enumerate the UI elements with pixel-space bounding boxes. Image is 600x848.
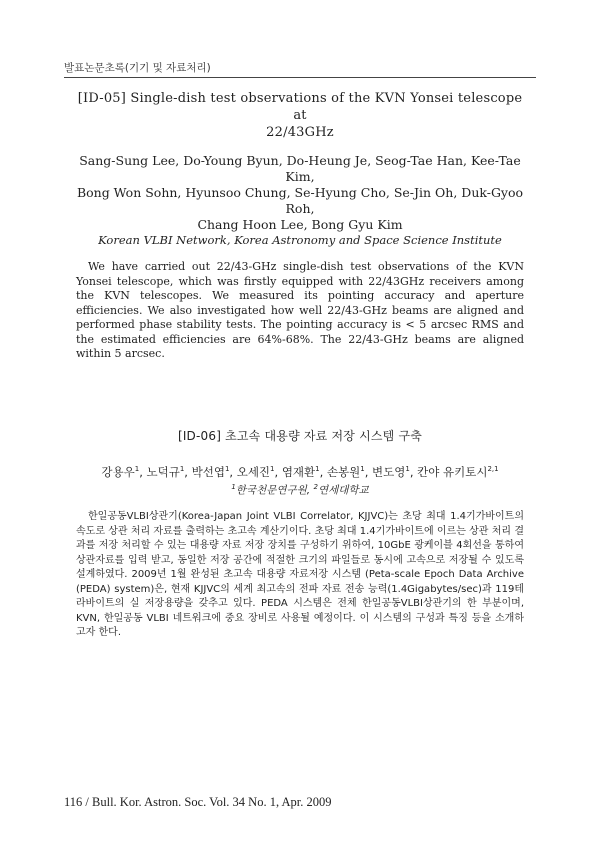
abstract-id-06 [76,428,524,641]
author-list: 강용우$^1$, 노덕규$^1$, 박선엽$^1$, 오세진$^1$, 염재환$^1$, 손봉원$^1$, 변도영$^1$, 칸야 유키토시$^{2,1}$ [101,464,499,479]
author: 칸야 유키토시 [417,464,488,479]
author-list: Sang-Sung Lee, Do-Young Byun, Do-Heung Je, Seog-Tae Han, Kee-Tae Kim, Bong Won Sohn, Hyunsoo Chung, Se-Hyung Cho, Se-Jin Oh, Duk-Gyoo Roh, Chang Hoon Lee, Bong Gyu Kim [76,153,524,232]
author: 노덕규 [146,464,180,479]
paper-title: [ID-06] 초고속 대용량 자료 저장 시스템 구축 [177,429,423,443]
affiliation: $^1$한국천문연구원, $^2$연세대학교 [231,482,369,497]
author: 강용우 [101,464,135,479]
author: 변도영 [372,464,406,479]
abstract-id-05 [76,90,524,362]
author: 손봉원 [326,464,361,479]
header-rule [64,77,536,78]
author: 염재환 [281,464,316,479]
page-footer-citation: 116 / Bull. Kor. Astron. Soc. Vol. 34 No. 1, Apr. 2009 [64,795,332,809]
author: 박선엽 [191,464,225,479]
running-header: 발표논문초록(기기 및 자료처리) [64,62,211,74]
paper-title: [ID-05] Single-dish test observations of the KVN Yonsei telescope at 22/43GHz [77,91,523,140]
author: 오세진 [236,464,271,479]
affiliation: Korean VLBI Network, Korea Astronomy and Space Science Institute [98,233,502,247]
abstract-body: We have carried out 22/43-GHz single-dish test observations of the KVN Yonsei telescope, which was firstly equipped with 22/43GHz receivers among the KVN telescopes. We measured its pointing accuracy and aperture efficiencies. We also investigated how well 22/43-GHz beams are aligned and performed phase stability tests. The pointing accuracy is < 5 arcsec RMS and the estimated efficiencies are 64%-68%. The 22/43-GHz beams are aligned within 5 arcsec. [76,260,524,360]
abstract-body: 한일공동VLBI상관기(Korea-Japan Joint VLBI Correlator, KJJVC)는 초당 최대 1.4기가바이트의 속도로 상관 처리 자료를 출력하는 초고속 계산기이다. 초당 최대 1.4기가바이트에 이르는 상관 처리 결과를 저장 처리할 수 있는 대용량 자료 저장 장치를 구성하기 위하여, 10GbE 광케이블 4회선을 통하여 상관자료를 입력 받고, 동일한 저장 공간에 적절한 크기의 파일들로 동시에 고속으로 저장될 수 있도록 설계하였다. 2009년 1월 완성된 초고속 대용량 자료저장 시스템 (Peta-scale Epoch Data Archive (PEDA) system)은, 현재 KJJVC의 세계 최고속의 전파 자료 전송 능력(1.4Gigabytes/sec)과 119테라바이트의 실 저장용량을 갖추고 있다. PEDA 시스템은 전체 한일공동VLBI상관기의 한 부분이며, KVN, 한일공동 VLBI 네트워크에 중요 장비로 사용될 예정이다. 이 시스템의 구성과 특징 등을 소개하고자 한다. [76,511,524,639]
